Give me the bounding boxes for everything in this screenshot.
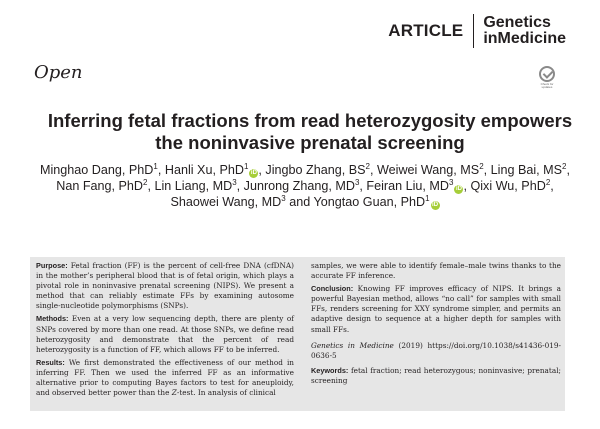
author-separator: , xyxy=(463,179,471,193)
author-affiliation: 2 xyxy=(365,162,370,171)
conclusion-paragraph xyxy=(311,284,561,334)
author-line-3 xyxy=(10,194,600,210)
header-divider xyxy=(473,14,474,48)
open-access-label: Open xyxy=(34,62,83,83)
keywords-paragraph xyxy=(311,366,561,386)
purpose-label: Purpose: xyxy=(36,261,68,270)
author-list xyxy=(10,162,600,210)
citation-doi[interactable]: (2019) https://doi.org/10.1038/s41436-019-0636-5 xyxy=(311,340,562,360)
abstract-box xyxy=(30,257,565,411)
abstract-right-column xyxy=(311,261,561,389)
author-name: Qixi Wu, PhD xyxy=(470,179,546,193)
citation-journal: Genetics in Medicine xyxy=(311,340,394,350)
check-for-updates-text: Check for updates xyxy=(540,82,554,89)
author-name: Junrong Zhang, MD xyxy=(243,179,355,193)
author-name: Hanli Xu, PhD xyxy=(164,163,244,177)
author-line-2 xyxy=(10,178,600,194)
orcid-icon[interactable]: iD xyxy=(250,170,257,176)
conclusion-text: Knowing FF improves efficacy of NIPS. It brings a powerful Bayesian method, allows “no call” for samples with small FFs, renders screening for XXY syndrome simpler, and permits an adaptive design to sequence at a higher depth for samples with small FFs. xyxy=(311,284,561,334)
keywords-text: fetal fraction; read heterozygous; noninvasive; prenatal; screening xyxy=(311,365,561,385)
author-name: Jingbo Zhang, BS xyxy=(265,163,366,177)
title-line-1: Inferring fetal fractions from read heterozygosity empowers xyxy=(47,110,573,131)
author-affiliation: 1 xyxy=(153,162,158,171)
author-affiliation: 2 xyxy=(479,162,484,171)
author-separator: , xyxy=(566,163,570,177)
journal-logo-line1: Genetics xyxy=(483,14,551,31)
citation xyxy=(311,341,561,361)
author-name: Minghao Dang, PhD xyxy=(39,163,154,177)
author-affiliation: 2 xyxy=(562,162,567,171)
author-separator: , xyxy=(258,163,266,177)
author-separator: , xyxy=(236,179,244,193)
author-affiliation: 2 xyxy=(143,178,148,187)
results-paragraph xyxy=(36,358,294,398)
author-name: Weiwei Wang, MS xyxy=(377,163,480,177)
author-affiliation: 3 xyxy=(449,178,454,187)
author-separator: , xyxy=(370,163,377,177)
author-name: Nan Fang, PhD xyxy=(56,179,144,193)
results-text-b-part1: -test. In analysis of clinical xyxy=(176,388,276,398)
methods-text: Even at a very low sequencing depth, there are plenty of SNPs covered by more than one read. At those SNPs, we define read heterozygosity and demonstrate that the percent of read heterozygosity is a function of FF, which allows FF to be inferred. xyxy=(36,314,294,354)
check-circle-icon xyxy=(539,66,555,82)
author-affiliation: 3 xyxy=(354,178,360,187)
orcid-icon[interactable]: iD xyxy=(432,202,439,208)
author-separator: , xyxy=(550,179,554,193)
results-z: Z xyxy=(171,388,177,398)
paper-title xyxy=(20,110,600,154)
article-label: ARTICLE xyxy=(388,21,464,40)
author-separator: , xyxy=(147,179,155,193)
results-continued: samples, we were able to identify female–male twins thanks to the accurate FF inference. xyxy=(311,261,561,281)
keywords-label: Keywords: xyxy=(311,365,349,375)
results-text-a: We first demonstrated the effectiveness of our method in inferring FF. Then we used the inferred FF as an informative alternative prior to computing Bayes factors to test for aneuploidy, and observed better power than the xyxy=(36,357,294,398)
orcid-icon[interactable]: iD xyxy=(455,186,462,192)
author-name: Lin Liang, MD xyxy=(154,179,233,193)
check-for-updates-icon[interactable] xyxy=(536,66,558,90)
author-line-1 xyxy=(10,162,600,178)
author-affiliation: 1 xyxy=(243,162,249,171)
author-separator: and xyxy=(285,195,314,209)
journal-logo-line2: inMedicine xyxy=(483,30,566,47)
author-name: Yongtao Guan, PhD xyxy=(313,195,426,209)
purpose-text: Fetal fraction (FF) is the percent of cell-free DNA (cfDNA) in the mother’s peripheral blood that is of fetal origin, which plays a pivotal role in noninvasive prenatal screening (NIPS). We present a method that can reliably estimate FFs by examining autosome single-nucleotide polymorphisms (SNPs). xyxy=(36,261,294,311)
title-line-2: the noninvasive prenatal screening xyxy=(155,132,465,153)
author-name: Shaowei Wang, MD xyxy=(170,195,282,209)
author-affiliation: 3 xyxy=(232,178,237,187)
author-name: Feiran Liu, MD xyxy=(366,179,449,193)
author-affiliation: 3 xyxy=(281,194,286,203)
conclusion-label: Conclusion: xyxy=(311,284,354,294)
results-label: Results: xyxy=(36,357,65,367)
journal-header xyxy=(388,14,566,48)
abstract-left-column xyxy=(36,261,294,401)
author-separator: , xyxy=(157,163,165,177)
methods-label: Methods: xyxy=(36,314,69,324)
author-affiliation: 1 xyxy=(425,194,430,203)
purpose-paragraph xyxy=(36,261,294,311)
journal-logo[interactable] xyxy=(483,15,566,47)
methods-paragraph xyxy=(36,314,294,354)
author-affiliation: 2 xyxy=(545,178,551,187)
author-separator: , xyxy=(359,179,367,193)
author-name: Ling Bai, MS xyxy=(490,163,563,177)
author-separator: , xyxy=(483,163,491,177)
